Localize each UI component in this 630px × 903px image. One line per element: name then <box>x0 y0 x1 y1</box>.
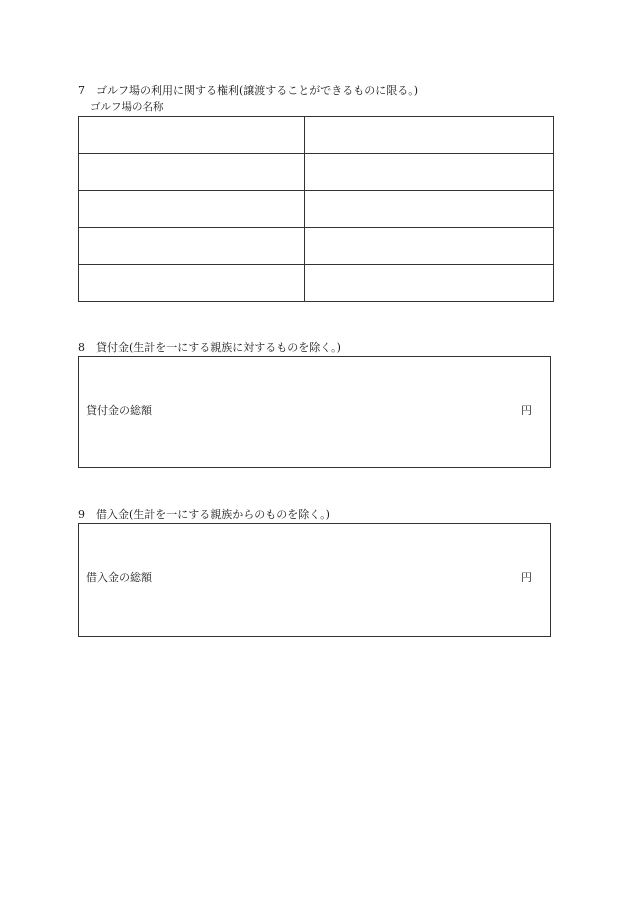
golf-detail-cell[interactable] <box>305 117 554 154</box>
section-8-title: 貸付金(生計を一にする親族に対するものを除く。) <box>96 341 341 354</box>
golf-name-cell[interactable] <box>79 191 305 228</box>
golf-name-cell[interactable] <box>79 265 305 302</box>
table-row <box>79 154 554 191</box>
borrowings-total-label: 借入金の総額 <box>86 571 152 584</box>
section-9-number: 9 <box>78 508 85 521</box>
loan-receivable-total-label: 貸付金の総額 <box>86 404 152 417</box>
section-8-heading <box>78 341 341 355</box>
golf-name-cell[interactable] <box>79 154 305 191</box>
section-7-heading <box>78 84 418 98</box>
table-row <box>79 117 554 154</box>
section-9-title: 借入金(生計を一にする親族からのものを除く。) <box>96 508 330 521</box>
table-row <box>79 265 554 302</box>
section-7-number: 7 <box>78 84 85 97</box>
golf-name-cell[interactable] <box>79 228 305 265</box>
golf-detail-cell[interactable] <box>305 228 554 265</box>
golf-detail-cell[interactable] <box>305 191 554 228</box>
golf-name-cell[interactable] <box>79 117 305 154</box>
golf-detail-cell[interactable] <box>305 265 554 302</box>
yen-unit: 円 <box>521 571 532 584</box>
section-7-title: ゴルフ場の利用に関する権利(譲渡することができるものに限る。) <box>96 84 419 97</box>
borrowings-box <box>78 523 551 637</box>
table-row <box>79 228 554 265</box>
yen-unit: 円 <box>521 404 532 417</box>
section-9-heading <box>78 508 330 522</box>
golf-course-name-label: ゴルフ場の名称 <box>90 101 164 113</box>
golf-rights-table <box>78 116 554 302</box>
section-8-number: 8 <box>78 341 85 354</box>
golf-detail-cell[interactable] <box>305 154 554 191</box>
table-row <box>79 191 554 228</box>
loan-receivable-box <box>78 356 551 468</box>
